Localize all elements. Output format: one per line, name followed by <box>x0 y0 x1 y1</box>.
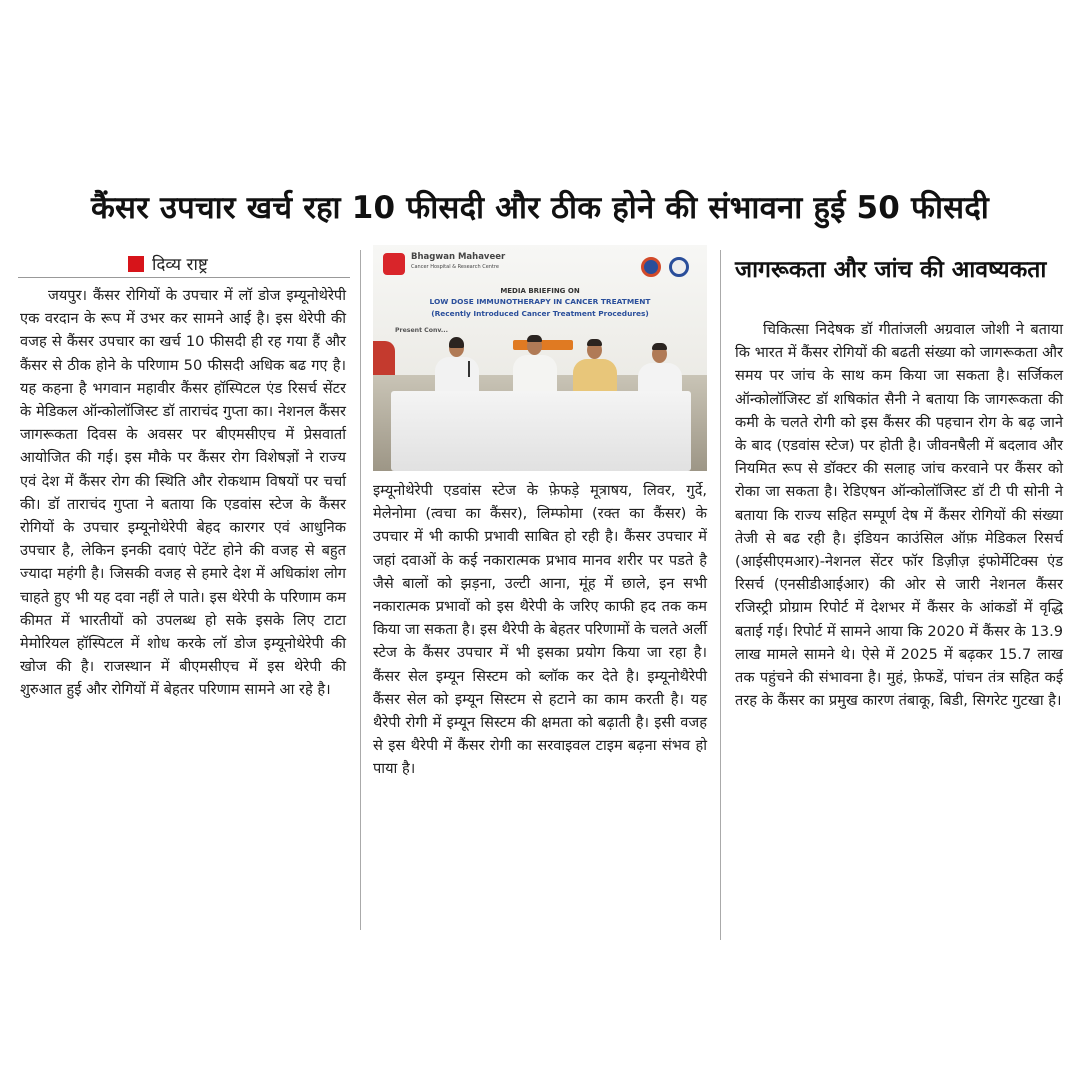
red-square-icon <box>128 256 144 272</box>
press-conference-photo <box>373 245 707 471</box>
hospital-logo-icon <box>383 253 405 275</box>
column-divider-2 <box>720 250 721 940</box>
article-column-1 <box>20 284 346 702</box>
white-draped-table <box>391 391 691 471</box>
banner-line-2: LOW DOSE IMMUNOTHERAPY IN CANCER TREATMENT <box>429 297 651 306</box>
article-column-3 <box>735 318 1063 712</box>
banner-date-bar <box>513 340 573 350</box>
hospital-logo-text <box>411 252 521 272</box>
emblem-icon <box>669 257 689 277</box>
byline <box>128 252 208 275</box>
microphone-icon <box>468 361 470 377</box>
column-3-text: चिकित्सा निदेषक डॉ गीतांजली अग्रवाल जोशी ने बताया कि भारत में कैंसर रोगियों की बढती संख्या को जागरूकता और समय पर जांच के साथ कम किया जा सकता है। सर्जिकल ऑन्कोलॉजिस्ट डॉ शषिकांत सैनी ने बताया कि जागरूकता की कमी के चलते रोगी को इस कैंसर की पहचान रोग के बढ़ जाने के बाद (एडवांस स्टेज) पर होती है। जीवनषैली में बदलाव और नियमित रूप से डॉक्टर की सलाह जांच करवाने पर कैंसर को रोका जा सकता है। रेडिएषन ऑन्कोलॉजिस्ट डॉ टी पी सोनी ने बताया कि राज्य सहित सम्पूर्ण देष में कैंसर रोगियों की संख्या तेजी से बढ रही है। इंडियन काउंसिल ऑफ़ मेडिकल रिसर्च (आईसीएमआर)-नेशनल सेंटर फॉर डिज़ीज़ इंफोर्मेटिक्स एंड रिसर्च (एनसीडीआईआर) की ओर से जारी नेशनल कैंसर रजिस्ट्री प्रोग्राम रिपोर्ट में देशभर में कैंसर के आंकडों में वृद्धि बताई गई। रिपोर्ट में सामने आया कि 2020 में कैंसर के 13.9 लाख मामले सामने थे। ऐसे में 2025 में बढ़कर 15.7 लाख तक पहुंचने की संभावना है। मुहं, फ़ेफडें, पांचन तंत्र सहित कई तरह के कैंसर का प्रमुख कारण तंबाकू, बिडी, सिगरेट गुटखा है। <box>735 321 1063 710</box>
emblem-icon <box>641 257 661 277</box>
article-column-2 <box>373 479 707 781</box>
hospital-subline: Cancer Hospital & Research Centre <box>411 264 499 270</box>
banner-line-1: MEDIA BRIEFING ON <box>500 287 580 295</box>
hospital-name: Bhagwan Mahaveer <box>411 252 506 262</box>
banner-line-3: (Recently Introduced Cancer Treatment Procedures) <box>431 309 649 318</box>
column-2-text: इम्यूनोथेरेपी एडवांस स्टेज के फ़ेफड़े मूत्राषय, लिवर, गुर्दे, मेलेनोमा (त्वचा का कैंसर), लिम्फोमा (रक्त का कैंसर) के उपचार में भी काफी प्रभावी साबित हो रही है। कैंसर उपचार में जहां दवाओं के कई नकारात्मक प्रभाव मानव शरीर पर पडते है जैसे बालों को झड़ना, उल्टी आना, मूंह में छाले, इन सभी नकारात्मक प्रभावों को इस थैरेपी के जरिए काफी हद तक कम किया जा सकता है। इस थैरेपी के बेहतर परिणामों के चलते अर्ली स्टेज के कैंसर उपचार में भी इसका प्रयोग किया जा रहा है। कैंसर सेल इम्यून सिस्टम को ब्लॉक कर देते है। इम्यूनोथैरेपी कैंसर सेल को इम्यून सिस्टम से हटाने का काम करती है। यह थैरेपी रोगी में इम्यून सिस्टम की क्षमता को बढ़ाती है। इसी वजह से इस थैरेपी में कैंसर रोगी का सरवाइवल टाइम बढ़ना संभव हो पाया है। <box>373 482 707 778</box>
column-divider-1 <box>360 250 361 930</box>
article-headline: कैंसर उपचार खर्च रहा 10 फीसदी और ठीक होने की संभावना हुई 50 फीसदी <box>90 190 990 226</box>
column-1-text: जयपुर। कैंसर रोगियों के उपचार में लॉ डोज इम्यूनोथेरेपी एक वरदान के रूप में उभर कर सामने आई है। इस थेरेपी की वजह से कैंसर उपचार का खर्च 10 फीसदी ही रह गया हैं और कैंसर से ठीक होने के परिणाम 50 फीसदी अधिक बढ गए है। यह कहना है भगवान महावीर कैंसर हॉस्पिटल एंड रिसर्च सेंटर के मेडिकल ऑन्कोलॉजिस्ट डॉ ताराचंद गुप्ता का। नेशनल कैंसर जागरूकता दिवस के अवसर पर बीएमसीएच में प्रेसवार्ता आयोजित की गई। इस मौके पर कैंसर रोग विशेषज्ञों ने राज्य एवं देश में कैंसर रोग की स्थिति और रोकथाम विषयों पर चर्चा की। डॉ ताराचंद गुप्ता ने बताया कि एडवांस स्टेज के कैंसर रोगियों के उपचार इम्यूनोथेरेपी बेहद कारगर एवं आधुनिक उपचार है, लेकिन इनकी दवाएं पेटेंट होने की वजह से बहुत ज्यादा महंगी है। जिसकी वजह से हमारे देश में अधिकांश लोग चाहते हुए भी यह दवा नहीं ले पाते। इस थेरेपी के परिणाम कम कीमत में भारतीयों को उपलब्ध हो सके इसके लिए टाटा मेमोरियल हॉस्पिटल में शोध करके लॉ डोज इम्यूनोथेरेपी की खोज की है। राजस्थान में बीएमसीएच में इस थेरेपी की शुरुआत हुई और रोगियों में बेहतर परिणाम सामने आ रहे है। <box>20 287 346 699</box>
banner-line-4: Present Conv... <box>395 327 448 334</box>
subheading: जागरूकता और जांच की आवष्यकता <box>735 257 1047 283</box>
byline-rule <box>18 277 350 278</box>
byline-text: दिव्य राष्ट्र <box>152 255 208 275</box>
